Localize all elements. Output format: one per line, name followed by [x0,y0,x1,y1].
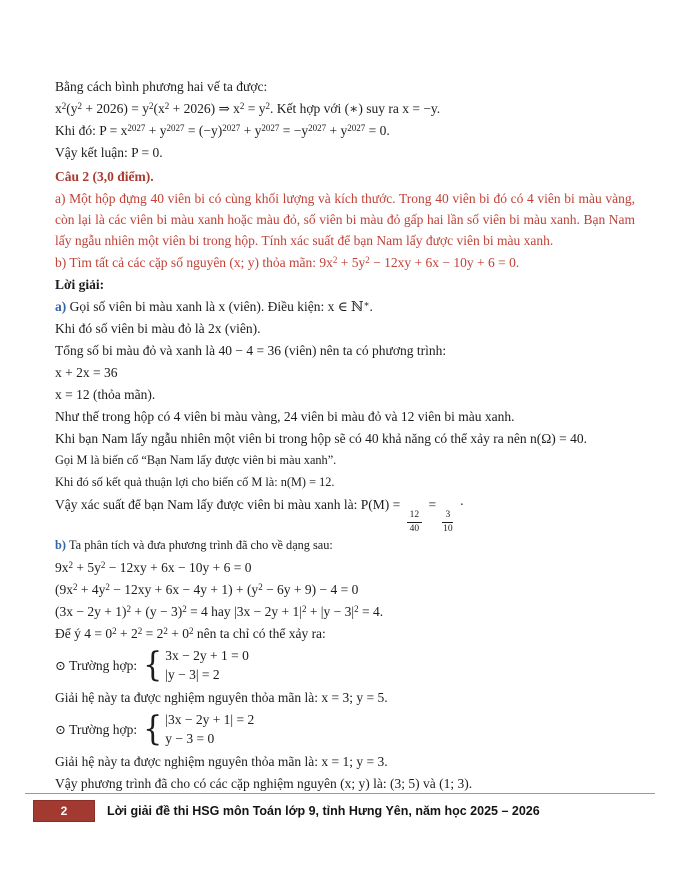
superscript: 2 [164,101,170,111]
equation-line: 3x − 2y + 1 = 0 [165,648,249,663]
superscript: 2 [137,626,143,636]
text-line: a) Một hộp đựng 40 viên bi có cùng khối lượng và kích thước. Trong 40 viên bi đó có 4 viên bi màu vàng, còn lại là các viên bi màu xanh hoặc màu đỏ, số viên bi màu đỏ gấp hai lần số viên bi màu xanh. Bạn Nam lấy ngẫu nhiên một viên bi trong hộp. Tính xác suất để bạn Nam lấy được viên bi màu xanh. [55,191,635,248]
text-line: Khi đó: $P = x^{2027} + y^{2027} = (-y)^{2027} + y^{2027} = -y^{2027} + y^{2027} = 0$. [55,123,390,138]
superscript: 2027 [222,123,241,133]
circled-dot-icon: ⊙ [55,657,70,673]
superscript: 2 [182,604,187,614]
text-line: Như thế trong hộp có 4 viên bi màu vàng, 24 viên bi màu đỏ và 12 viên bi màu xanh. [55,409,515,424]
text-line: b) Ta phân tích và đưa phương trình đã cho về dạng sau: [55,538,333,552]
superscript: 2 [332,255,338,265]
text-line: Khi đó số viên bi màu đỏ là 2x (viên). [55,321,261,336]
page-footer [0,793,680,822]
fraction [407,511,423,534]
text-line: $(9x^2 + 4y^2 - 12xy + 6x - 4y + 1) + (y^2 - 6y + 9) - 4 = 0$ [55,582,359,597]
equation-line: |y − 3| = 2 [165,667,220,682]
superscript: 2 [258,582,263,592]
circled-dot-icon: ⊙ [55,721,70,737]
text-line: Giải hệ này ta được nghiệm nguyên thỏa mãn là: x = 3; y = 5. [55,690,388,705]
text-line: Khi đó số kết quả thuận lợi cho biến cố M là: n(M) = 12. [55,475,335,489]
superscript: 2 [61,101,67,111]
loi-giai-heading: Lời giải: [55,277,105,292]
superscript: 2 [163,626,168,636]
text-line: $x^2(y^2 + 2026) = y^2(x^2 + 2026)$ ⇒ $x^2 = y^2$. Kết hợp với (∗) suy ra x = −y. [55,101,441,116]
superscript: 2 [100,560,106,570]
superscript: 2 [105,582,110,592]
superscript: 2 [239,101,245,111]
text-line: Khi bạn Nam lấy ngẫu nhiên một viên bi trong hộp sẽ có 40 khả năng có thể xảy ra nên n(Ω) = 40. [55,431,588,446]
superscript: 2 [354,604,359,614]
equation-line: y − 3 = 0 [165,731,215,746]
part-label: a) [55,299,70,314]
text-line: Vậy phương trình đã cho có các cặp nghiệm nguyên (x; y) là: (3; 5) và (1; 3). [55,776,473,791]
page-number-badge: 2 [33,800,95,822]
text-line: Để ý $4 = 0^2 + 2^2 = 2^2 + 0^2$ nên ta chỉ có thể xảy ra: [55,626,326,641]
text-line: x + 2x = 36 [55,365,118,380]
case-label: ⊙ Trường hợp: [55,657,138,673]
text-line: Bằng cách bình phương hai vế ta được: [55,79,268,94]
superscript: 2 [73,582,78,592]
equation-line: |3x − 2y + 1| = 2 [165,712,255,727]
probability-line: Vậy xác suất để bạn Nam lấy được viên bi màu xanh là: P(M) = $\frac{12}{40}$ = $\frac{3}{10}$ · [55,497,465,534]
footer-title: Lời giải đề thi HSG môn Toán lớp 9, tỉnh Hưng Yên, năm học 2025 – 2026 [107,804,540,818]
superscript: 2 [77,101,82,111]
superscript: 2 [365,255,370,265]
cau-2-heading: Câu 2 (3,0 điểm). [55,169,154,184]
text-line: Gọi M là biến cố “Bạn Nam lấy được viên bi màu xanh”. [55,453,337,467]
case-label: ⊙ Trường hợp: [55,721,138,737]
superscript: 2027 [261,123,280,133]
superscript: 2 [68,560,73,570]
text-line: Vậy kết luận: P = 0. [55,145,163,160]
superscript: 2027 [166,123,185,133]
text-line: b) Tìm tất cả các cặp số nguyên (x; y) thỏa mãn: $9x^2 + 5y^2 - 12xy + 6x - 10y + 6 = 0$. [55,255,520,270]
fraction-numerator: 3 [442,511,453,523]
case-system [55,710,635,748]
superscript: 2027 [347,123,366,133]
superscript: 2 [126,604,131,614]
text-line: $(3x - 2y + 1)^2 + (y - 3)^2 = 4$ hay $|3x - 2y + 1|^2 + |y - 3|^2 = 4$. [55,604,384,619]
superscript: 2 [301,604,307,614]
superscript: 2 [265,101,271,111]
text-line: x = 12 (thỏa mãn). [55,387,156,402]
part-label: b) [55,538,70,552]
fraction-numerator: 12 [407,511,423,523]
superscript: 2027 [308,123,327,133]
text-line: Tổng số bi màu đỏ và xanh là 40 − 4 = 36 (viên) nên ta có phương trình: [55,343,447,358]
case-equations [165,646,249,684]
text-line: $9x^2 + 5y^2 - 12xy + 6x - 10y + 6 = 0$ [55,560,252,575]
text-line: Giải hệ này ta được nghiệm nguyên thỏa mãn là: x = 1; y = 3. [55,754,388,769]
footer-row [0,800,680,822]
fraction-denominator: 40 [409,523,420,534]
brace-icon: { [143,709,163,749]
superscript: 2 [188,626,194,636]
fraction-denominator: 10 [443,523,453,534]
fraction [442,511,453,534]
case-equations [165,710,254,748]
text-line: a) Gọi số viên bi màu xanh là x (viên). Điều kiện: x ∈ ℕ∗. [55,299,373,314]
superscript: 2027 [127,123,146,133]
footer-divider [25,793,655,794]
case-system [55,646,635,684]
superscript: 2 [112,626,117,636]
superscript: 2 [148,101,154,111]
brace-icon: { [143,645,163,685]
superscript: ∗ [363,299,370,309]
document-content [55,76,635,795]
